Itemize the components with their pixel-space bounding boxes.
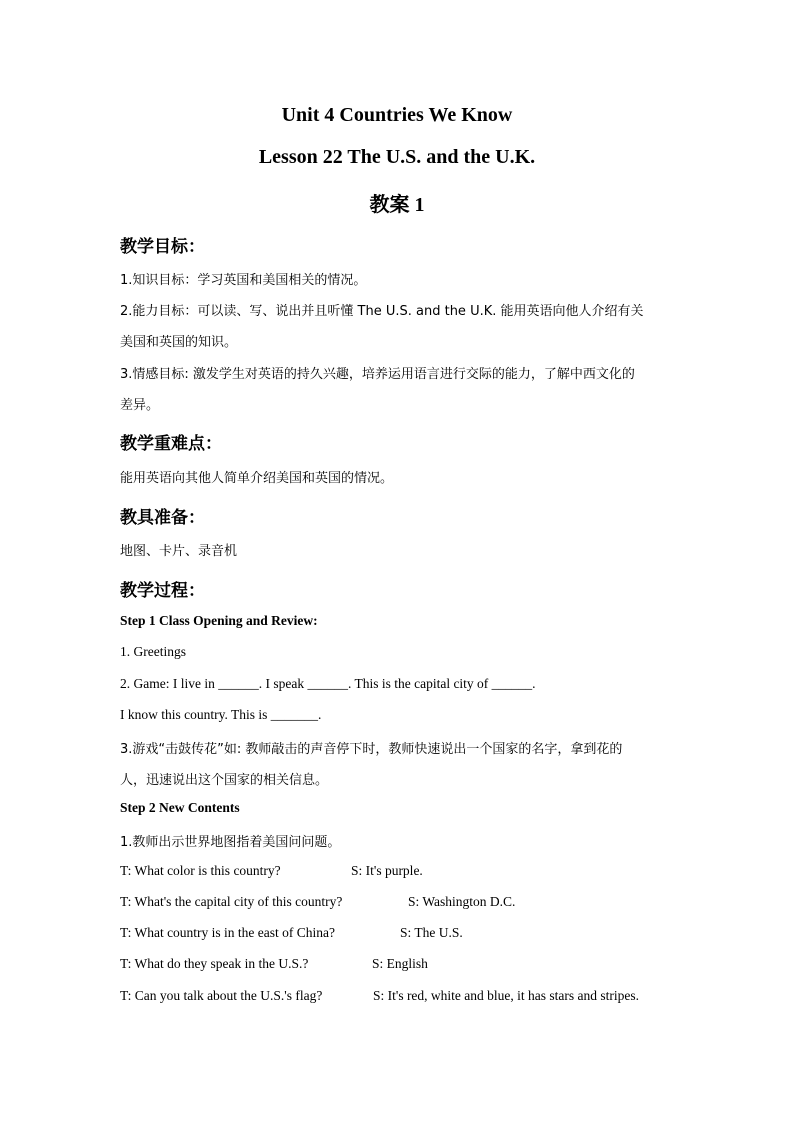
qa-question: T: What do they speak in the U.S.? — [120, 956, 309, 971]
step1-heading: Step 1 Class Opening and Review: — [120, 613, 318, 628]
map-intro-line: 1.教师出示世界地图指着美国问问题。 — [120, 835, 341, 850]
objective-knowledge: 1.知识目标：学习英国和美国相关的情况。 — [120, 273, 367, 288]
step2-heading: Step 2 New Contents — [120, 800, 240, 815]
drum-game-line2: 人，迅速说出这个国家的相关信息。 — [120, 773, 329, 788]
lesson-title: Lesson 22 The U.S. and the U.K. — [258, 146, 536, 168]
qa-answer: S: It's purple. — [351, 863, 423, 878]
game-line2: I know this country. This is _______. — [120, 707, 322, 722]
unit-title: Unit 4 Countries We Know — [281, 104, 513, 126]
game-line1: 2. Game: I live in ______. I speak ______. This is the capital city of ______. — [120, 676, 536, 691]
qa-answer: S: It's red, white and blue, it has stars and stripes. — [373, 988, 640, 1003]
qa-question: T: What color is this country? — [120, 863, 281, 878]
qa-question: T: What's the capital city of this country? — [120, 894, 343, 909]
objective-emotion-line2: 差异。 — [120, 398, 160, 413]
qa-answer: S: English — [372, 956, 428, 971]
key-points-heading: 教学重难点： — [120, 434, 222, 454]
materials-heading: 教具准备： — [120, 508, 205, 528]
qa-question: T: What country is in the east of China? — [120, 925, 336, 940]
greetings-line: 1. Greetings — [120, 644, 186, 659]
objective-ability-line1: 2.能力目标：可以读、写、说出并且听懂 The U.S. and the U.K. 能用英语向他人介绍有关 — [120, 304, 644, 319]
key-points-text: 能用英语向其他人简单介绍美国和英国的情况。 — [120, 471, 394, 486]
objective-ability-line2: 美国和英国的知识。 — [120, 335, 238, 350]
objective-emotion-line1: 3.情感目标: 激发学生对英语的持久兴趣，培养运用语言进行交际的能力，了解中西文化的 — [120, 367, 635, 382]
objectives-heading: 教学目标： — [120, 237, 205, 257]
qa-answer: S: The U.S. — [400, 925, 463, 940]
qa-answer: S: Washington D.C. — [408, 894, 516, 909]
plan-title: 教案 1 — [369, 194, 425, 216]
process-heading: 教学过程： — [120, 581, 205, 601]
materials-text: 地图、卡片、录音机 — [120, 544, 238, 559]
drum-game-line1: 3.游戏“击鼓传花”如: 教师敲击的声音停下时，教师快速说出一个国家的名字，拿到花的 — [120, 742, 623, 757]
qa-question: T: Can you talk about the U.S.'s flag? — [120, 988, 323, 1003]
